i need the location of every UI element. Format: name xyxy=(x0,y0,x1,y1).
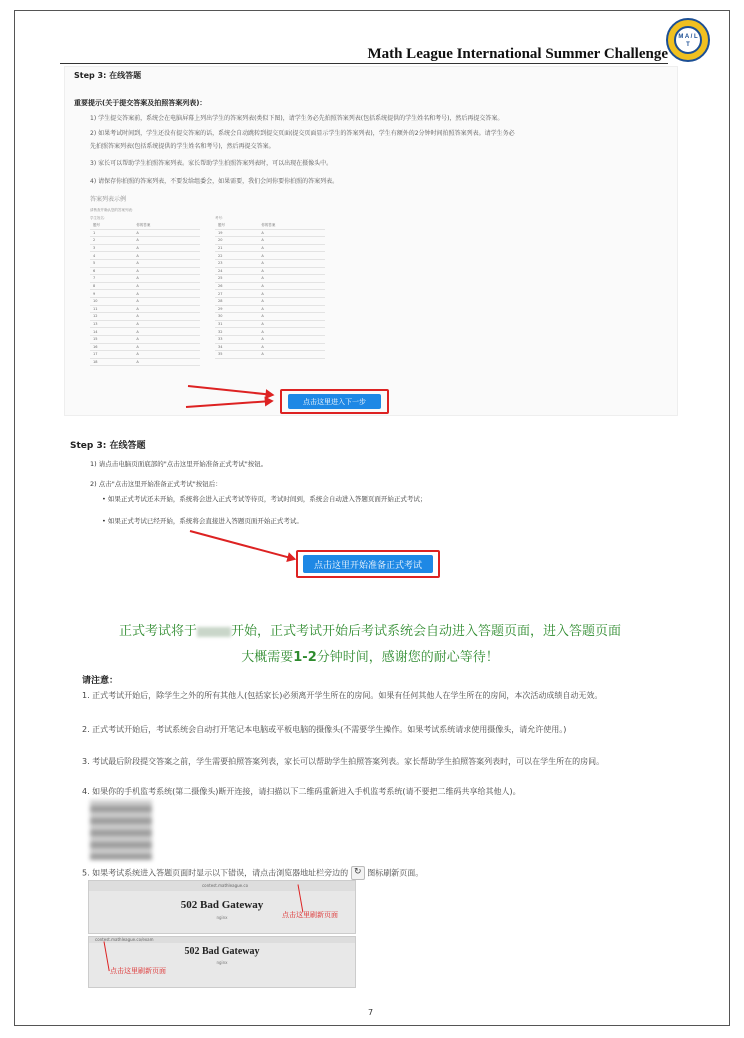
mini-table-row xyxy=(90,259,200,267)
mini-table-row xyxy=(215,297,325,305)
question-number: 20 xyxy=(215,237,258,245)
answer-cell: A xyxy=(258,252,325,260)
mini-table-row xyxy=(90,267,200,275)
mini-table-row xyxy=(215,328,325,336)
section2-step2: 2) 点击"点击这里开始准备正式考试"按钮后： xyxy=(90,480,222,488)
section1-paragraph: 3) 家长可以帮助学生拍照答案列表。家长帮助学生拍照答案列表时，可以出现在摄像头中。 xyxy=(90,160,333,167)
mini-table-row xyxy=(215,343,325,351)
section1-subtitle: 重要提示(关于提交答案及拍照答案列表)： xyxy=(74,99,207,107)
wait-message-line1 xyxy=(60,620,680,639)
section1-paragraph: 1) 学生提交答案前，系统会在电脑屏幕上列出学生的答案列表(类似下图)，请学生务必先拍照答案列表(包括系统提供的学生姓名和考号)，然后再提交答案。 xyxy=(90,115,504,122)
question-number: 18 xyxy=(90,358,133,366)
note-item xyxy=(82,866,682,880)
answer-cell: A xyxy=(258,267,325,275)
browser-url-bar: contest.mathleague.co xyxy=(89,881,355,891)
question-number: 28 xyxy=(215,297,258,305)
question-number: 4 xyxy=(90,252,133,260)
mini-header: 你的答案 xyxy=(258,222,325,229)
notes-title: 请注意： xyxy=(82,676,119,686)
mini-table-row xyxy=(90,313,200,321)
answer-cell: A xyxy=(133,320,200,328)
mini-table-row xyxy=(215,313,325,321)
answer-cell: A xyxy=(258,343,325,351)
refresh-hint: 点击这里刷新页面 xyxy=(110,967,166,975)
question-number: 10 xyxy=(90,297,133,305)
mini-answer-table-right xyxy=(215,222,325,359)
answer-cell: A xyxy=(133,297,200,305)
answer-cell: A xyxy=(258,305,325,313)
wait-duration: 1-2 xyxy=(293,650,317,665)
mini-table-row xyxy=(90,328,200,336)
section2-bullet: • 如果正式考试还未开始，系统将会进入正式考试等待页，考试时间到，系统会自动进入答题页面开始正式考试； xyxy=(102,494,426,503)
section2-step1: 1) 请点击电脑页面底部的"点击这里开始准备正式考试"按钮。 xyxy=(90,460,268,468)
browser-url-bar: contest.mathleague.co/exam xyxy=(89,937,355,943)
question-number: 22 xyxy=(215,252,258,260)
mini-header: 你的答案 xyxy=(133,222,200,229)
wait-message-line2 xyxy=(60,646,680,665)
mini-table-row xyxy=(90,343,200,351)
mini-table-row xyxy=(90,305,200,313)
mini-table-row xyxy=(90,320,200,328)
mini-table-row xyxy=(90,275,200,283)
section1-paragraph: 先拍照答案列表(包括系统提供的学生姓名和考号)，然后再提交答案。 xyxy=(90,143,275,150)
mini-table-row xyxy=(215,290,325,298)
note-text: 5. 如果考试系统进入答题页面时显示以下错误，请点击浏览器地址栏旁边的 xyxy=(82,868,349,878)
question-number: 8 xyxy=(90,282,133,290)
wait-text: 分钟时间，感谢您的耐心等待！ xyxy=(316,650,499,665)
error-heading: 502 Bad Gateway xyxy=(180,899,264,911)
mini-table-row xyxy=(90,252,200,260)
answer-cell: A xyxy=(133,259,200,267)
answer-cell: A xyxy=(258,290,325,298)
mini-table-row xyxy=(90,335,200,343)
question-number: 31 xyxy=(215,320,258,328)
mini-table-row xyxy=(215,305,325,313)
mini-table-row xyxy=(90,229,200,237)
question-number: 35 xyxy=(215,351,258,359)
answer-cell: A xyxy=(258,320,325,328)
question-number: 15 xyxy=(90,335,133,343)
question-number: 6 xyxy=(90,267,133,275)
question-number: 26 xyxy=(215,282,258,290)
answer-cell: A xyxy=(133,313,200,321)
example-label: 答案列表示例 xyxy=(90,196,127,203)
league-logo xyxy=(666,18,710,62)
question-number: 14 xyxy=(90,328,133,336)
mini-table-row xyxy=(215,275,325,283)
answer-cell: A xyxy=(133,358,200,366)
mini-table-row xyxy=(90,282,200,290)
mini-table-row xyxy=(90,351,200,359)
answer-cell: A xyxy=(133,343,200,351)
mini-answer-table-left xyxy=(90,222,200,366)
mini-table-row xyxy=(215,335,325,343)
wait-text: 正式考试将于 xyxy=(118,624,197,639)
section2-bullet: • 如果正式考试已经开始，系统将会直接进入答题页面开始正式考试。 xyxy=(102,516,303,525)
wait-text: 开始，正式考试开始后考试系统会自动进入答题页面，进入答题页面 xyxy=(231,624,622,639)
answer-cell: A xyxy=(258,313,325,321)
question-number: 29 xyxy=(215,305,258,313)
answer-cell: A xyxy=(133,237,200,245)
error-screenshot-laptop xyxy=(88,936,356,988)
answer-cell: A xyxy=(258,282,325,290)
section1-paragraph: 2) 如果考试时间到，学生还没有提交答案的话，系统会自动跳转到提交页面(提交页面显示学生的答案列表)，学生有额外的2分钟时间拍照答案列表。请学生务必 xyxy=(90,130,515,137)
answer-cell: A xyxy=(258,244,325,252)
section2-title: Step 3: 在线答题 xyxy=(70,441,146,451)
question-number: 9 xyxy=(90,290,133,298)
wait-text: 大概需要 xyxy=(241,650,294,665)
mini-table-row xyxy=(215,351,325,359)
note-item: 2. 正式考试开始后，考试系统会自动打开笔记本电脑或平板电脑的摄像头(不需要学生操作。如果考试系统请求使用摄像头，请允许使用。) xyxy=(82,725,567,734)
question-number: 27 xyxy=(215,290,258,298)
section1-paragraph: 4) 请保存你拍照的答案列表，不要发给组委会，如果需要，我们会问你要你拍照的答案列表。 xyxy=(90,178,339,185)
mini-table-row xyxy=(90,297,200,305)
error-screenshot-tablet xyxy=(88,880,356,934)
answer-cell: A xyxy=(258,351,325,359)
question-number: 13 xyxy=(90,320,133,328)
question-number: 7 xyxy=(90,275,133,283)
answer-cell: A xyxy=(258,335,325,343)
question-number: 34 xyxy=(215,343,258,351)
question-number: 1 xyxy=(90,229,133,237)
mini-caption: 请核查并确认您的答案列表： xyxy=(90,208,136,212)
blurred-time xyxy=(197,627,231,637)
mini-table-row xyxy=(215,252,325,260)
answer-cell: A xyxy=(133,328,200,336)
answer-cell: A xyxy=(133,244,200,252)
mini-table-row xyxy=(215,267,325,275)
page-number: 7 xyxy=(368,1008,374,1017)
question-number: 24 xyxy=(215,267,258,275)
logo-text: M A / L T xyxy=(674,26,702,54)
answer-cell: A xyxy=(133,275,200,283)
section1-title: Step 3: 在线答题 xyxy=(74,71,142,80)
answer-cell: A xyxy=(133,229,200,237)
question-number: 12 xyxy=(90,313,133,321)
answer-cell: A xyxy=(258,237,325,245)
question-number: 30 xyxy=(215,313,258,321)
note-text: 图标刷新页面。 xyxy=(367,868,424,878)
answer-cell: A xyxy=(133,351,200,359)
mini-header: 题号 xyxy=(90,222,133,229)
mini-table-row xyxy=(90,358,200,366)
error-heading: 502 Bad Gateway xyxy=(184,946,260,957)
question-number: 16 xyxy=(90,343,133,351)
mini-table-row xyxy=(215,237,325,245)
question-number: 17 xyxy=(90,351,133,359)
question-number: 3 xyxy=(90,244,133,252)
question-number: 21 xyxy=(215,244,258,252)
question-number: 33 xyxy=(215,335,258,343)
answer-cell: A xyxy=(133,267,200,275)
answer-cell: A xyxy=(133,335,200,343)
next-step-button[interactable]: 点击这里进入下一步 xyxy=(288,394,381,409)
note-item: 1. 正式考试开始后，除学生之外的所有其他人(包括家长)必须离开学生所在的房间。如果有任何其他人在学生所在的房间，本次活动成绩自动无效。 xyxy=(82,691,603,700)
mini-table-row xyxy=(215,259,325,267)
answer-cell: A xyxy=(258,328,325,336)
mini-table-row xyxy=(215,282,325,290)
answer-cell: A xyxy=(258,229,325,237)
mini-left-label: 学生姓名： xyxy=(90,216,108,220)
answer-cell: A xyxy=(133,282,200,290)
start-exam-button[interactable]: 点击这里开始准备正式考试 xyxy=(303,555,433,573)
note-item: 4. 如果你的手机监考系统(第二摄像头)断开连接，请扫描以下二维码重新进入手机监考系统(请不要把二维码共享给其他人)。 xyxy=(82,787,521,796)
answer-cell: A xyxy=(258,275,325,283)
answer-cell: A xyxy=(133,290,200,298)
answer-cell: A xyxy=(258,297,325,305)
mini-right-label: 考号： xyxy=(215,216,226,220)
answer-cell: A xyxy=(258,259,325,267)
question-number: 11 xyxy=(90,305,133,313)
mini-table-row xyxy=(215,320,325,328)
refresh-icon: ↻ xyxy=(351,866,365,880)
mini-table-row xyxy=(90,244,200,252)
mini-table-row xyxy=(215,244,325,252)
header-title: Math League International Summer Challenge xyxy=(367,46,668,62)
mini-header: 题号 xyxy=(215,222,258,229)
qr-code-blurred xyxy=(90,800,152,860)
question-number: 32 xyxy=(215,328,258,336)
server-label: nginx xyxy=(216,915,228,920)
question-number: 23 xyxy=(215,259,258,267)
question-number: 2 xyxy=(90,237,133,245)
refresh-hint: 点击这里刷新页面 xyxy=(282,911,338,919)
server-label: nginx xyxy=(216,960,228,965)
answer-cell: A xyxy=(133,305,200,313)
mini-table-row xyxy=(90,237,200,245)
mini-table-row xyxy=(90,290,200,298)
answer-cell: A xyxy=(133,252,200,260)
question-number: 5 xyxy=(90,259,133,267)
question-number: 25 xyxy=(215,275,258,283)
question-number: 19 xyxy=(215,229,258,237)
note-item: 3. 考试最后阶段提交答案之前，学生需要拍照答案列表，家长可以帮助学生拍照答案列表。家长帮助学生拍照答案列表时，可以在学生所在的房间。 xyxy=(82,757,605,766)
mini-table-row xyxy=(215,229,325,237)
header-rule xyxy=(60,63,668,64)
